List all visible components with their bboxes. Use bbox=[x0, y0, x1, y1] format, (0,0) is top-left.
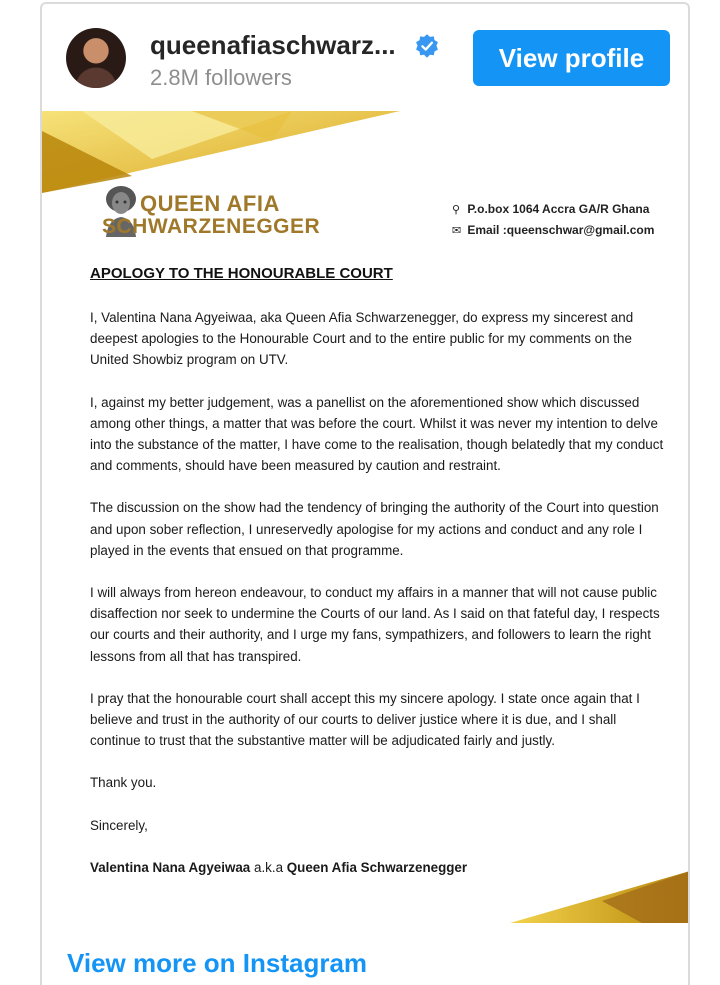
letter-body bbox=[90, 307, 668, 899]
letter-title: APOLOGY TO THE HONOURABLE COURT bbox=[90, 265, 393, 282]
username[interactable]: queenafiaschwarz... bbox=[150, 30, 396, 60]
signature-line bbox=[90, 857, 668, 878]
logo-text-line1: QUEEN AFIA bbox=[140, 191, 280, 216]
signature-aka: a.k.a bbox=[254, 859, 284, 875]
profile-header bbox=[42, 4, 688, 109]
view-profile-button[interactable]: View profile bbox=[473, 30, 670, 86]
paragraph: I, against my better judgement, was a panellist on the aforementioned show which discussed among other things, a matter that was before the court. Whilst it was never my intention to delve into the substance of the matter, I have come to the realisation, though belatedly that my conduct and comments, should have been measured by caution and restraint. bbox=[90, 394, 664, 474]
location-pin-icon: ⚲ bbox=[452, 204, 461, 216]
closing-sincerely: Sincerely, bbox=[90, 817, 148, 833]
address-text: P.o.box 1064 Accra GA/R Ghana bbox=[467, 202, 650, 216]
paragraph: I will always from hereon endeavour, to conduct my affairs in a manner that will not cause public disaffection nor seek to undermine the Courts of our land. As I said on that fateful day, I respects our courts and their authority, and I urge my fans, sympathizers, and followers to learn the right lessons from all that has transpired. bbox=[90, 585, 660, 664]
paragraph: I pray that the honourable court shall accept this my sincere apology. I state once again that I believe and trust in the authority of our courts to deliver justice where it is due, and I shall continue to trust that the substantive matter will be adjudicated fairly and justly. bbox=[90, 690, 640, 749]
view-more-on-instagram-link[interactable]: View more on Instagram bbox=[67, 948, 368, 978]
contact-block bbox=[452, 199, 654, 241]
follower-count: 2.8M followers bbox=[150, 65, 292, 90]
instagram-embed-card bbox=[40, 2, 690, 985]
avatar[interactable] bbox=[66, 28, 126, 88]
paragraph: I, Valentina Nana Agyeiwaa, aka Queen Afia Schwarzenegger, do express my sincerest and deepest apologies to the Honourable Court and to the entire public for my comments on the United Showbiz program on UTV. bbox=[90, 310, 634, 368]
paragraph: The discussion on the show had the tendency of bringing the authority of the Court into question and upon sober reflection, I unreservedly apologise for my actions and conduct and any role I played in the events that ensued on that programme. bbox=[90, 500, 659, 558]
signature-alias: Queen Afia Schwarzenegger bbox=[286, 859, 468, 875]
email-text: Email :queenschwar@gmail.com bbox=[467, 223, 655, 237]
closing-thanks: Thank you. bbox=[90, 775, 157, 791]
brand-logo bbox=[98, 181, 321, 243]
logo-text-line2: SCHWARZENEGGER bbox=[102, 215, 321, 238]
post-image-letter[interactable] bbox=[42, 111, 688, 926]
signature-name: Valentina Nana Agyeiwaa bbox=[90, 859, 251, 875]
verified-badge-icon bbox=[414, 33, 440, 59]
envelope-icon: ✉ bbox=[452, 225, 462, 237]
